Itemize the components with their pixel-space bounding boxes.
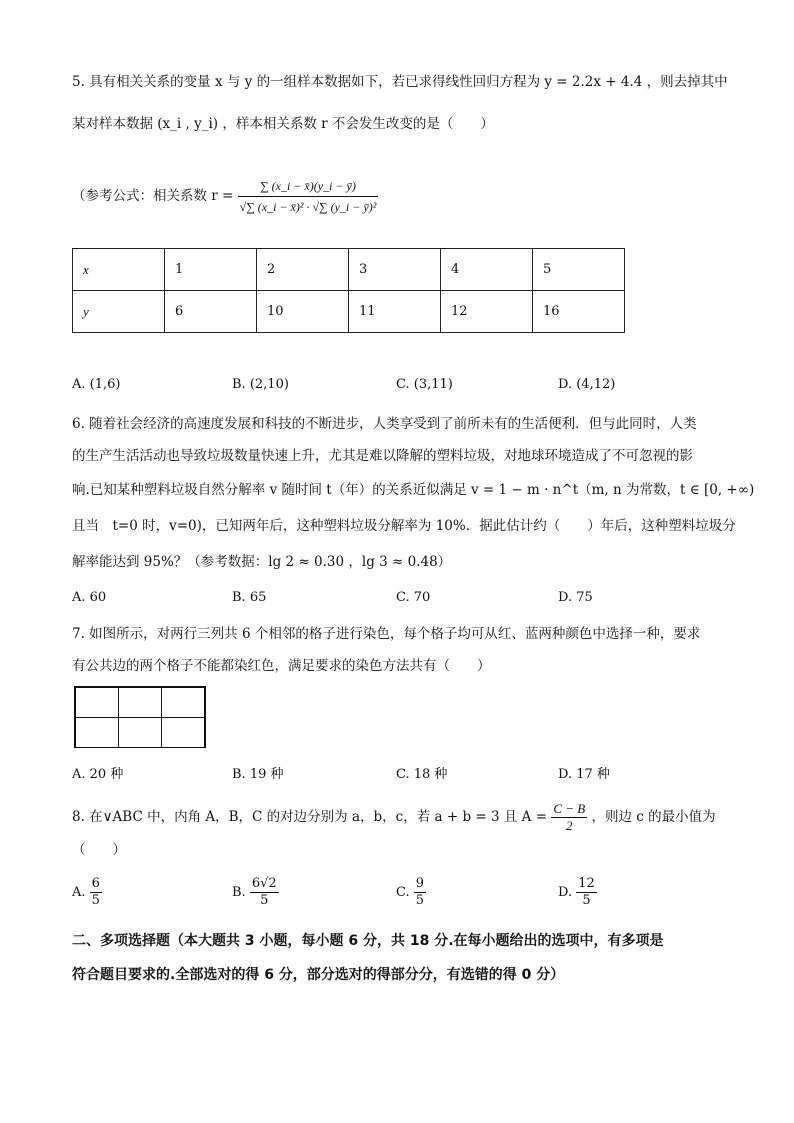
fraction-numerator: 9 (415, 876, 425, 891)
q5-option-a: A. (1,6) (72, 377, 121, 392)
table-cell: 16 (533, 291, 625, 333)
q6-line-5: 解率能达到 95%？（参考数据：lg 2 ≈ 0.30 ，lg 3 ≈ 0.48） (72, 554, 452, 570)
grid-cell (118, 687, 162, 718)
option-fraction (414, 876, 426, 909)
q5-line-1: 5. 具有相关关系的变量 x 与 y 的一组样本数据如下，若已求得线性回归方程为 y = 2.2x + 4.4 ，则去掉其中 (72, 74, 728, 90)
fraction-denominator: 5 (91, 893, 100, 908)
q6-option-d: D. 75 (558, 590, 593, 605)
fraction-denominator: 5 (582, 893, 591, 908)
option-label: D. (558, 885, 573, 900)
q8-option-b (232, 876, 279, 909)
table-cell: 11 (349, 291, 441, 333)
q8-fraction (551, 801, 587, 834)
q5-formula (72, 176, 378, 217)
q6-line-4: 且当 t=0 时，v=0)，已知两年后，这种塑料垃圾分解率为 10%．据此估计约（ ）年后，这种塑料垃圾分 (72, 518, 736, 534)
q7-line-1: 7. 如图所示，对两行三列共 6 个相邻的格子进行染色，每个格子均可从红、蓝两种颜色中选择一种，要求 (72, 626, 701, 642)
table-cell: 5 (533, 249, 625, 291)
q5-formula-prefix: （参考公式：相关系数 r = (72, 188, 234, 204)
grid-cell (118, 717, 162, 748)
q6-line-1: 6. 随着社会经济的高速度发展和科技的不断进步，人类享受到了前所未有的生活便利．但与此同时，人类 (72, 416, 697, 432)
table-cell: y (73, 291, 165, 333)
fraction-denominator: 5 (260, 893, 269, 908)
q8-option-d (558, 876, 597, 909)
table-cell: 2 (257, 249, 349, 291)
q7-grid-figure (74, 686, 206, 748)
q8-option-c (396, 876, 426, 909)
option-fraction (90, 876, 102, 909)
q8-line-1 (72, 800, 716, 834)
q5-line-2: 某对样本数据 (x_i , y_i) ，样本相关系数 r 不会发生改变的是（ ） (72, 116, 494, 132)
q5-option-d: D. (4,12) (558, 377, 616, 392)
fraction-numerator: 6 (91, 876, 100, 891)
q8-line-2: （ ） (72, 842, 126, 858)
table-cell: 4 (441, 249, 533, 291)
q8-option-a (72, 876, 102, 909)
option-label: C. (396, 885, 410, 900)
q7-option-b: B. 19 种 (232, 767, 284, 782)
table-cell: 3 (349, 249, 441, 291)
table-row (73, 249, 625, 291)
q7-option-c: C. 18 种 (396, 767, 448, 782)
q6-option-b: B. 65 (232, 590, 267, 605)
q8-text-b: ，则边 c 的最小值为 (591, 809, 716, 825)
option-label: B. (232, 885, 246, 900)
table-row (73, 291, 625, 333)
q8-fraction-numerator: C − B (553, 801, 586, 816)
option-fraction (250, 876, 279, 909)
fraction-denominator: 5 (415, 893, 425, 908)
q5-option-c: C. (3,11) (396, 377, 453, 392)
grid-cell (161, 717, 205, 748)
option-label: A. (72, 885, 86, 900)
table-cell: 6 (165, 291, 257, 333)
grid-cell (75, 717, 119, 748)
q5-formula-numerator: ∑ (x_i − x̄)(y_i − ȳ) (238, 176, 379, 197)
q6-line-3: 响.已知某种塑料垃圾自然分解率 v 随时间 t（年）的关系近似满足 v = 1 − m · n^t（m, n 为常数，t ∈ [0, +∞) (72, 482, 755, 498)
section-2-heading-line-2: 符合题目要求的.全部选对的得 6 分，部分选对的得部分分，有选错的得 0 分） (72, 967, 565, 983)
fraction-numerator: 12 (578, 876, 595, 891)
q5-formula-denominator: √∑ (x_i − x̄)² · √∑ (y_i − ȳ)² (239, 200, 377, 214)
section-2-heading-line-1: 二、多项选择题（本大题共 3 小题，每小题 6 分，共 18 分.在每小题给出的选项中，有多项是 (72, 933, 664, 949)
q6-line-2: 的生产生活活动也导致垃圾数量快速上升，尤其是难以降解的塑料垃圾，对地球环境造成了不可忽视的影 (72, 448, 693, 464)
q8-text-a: 8. 在∨ABC 中，内角 A，B，C 的对边分别为 a，b，c，若 a + b = 3 且 A = (72, 809, 548, 825)
q7-line-2: 有公共边的两个格子不能都染红色，满足要求的染色方法共有（ ） (72, 658, 491, 674)
option-fraction (576, 876, 597, 909)
q7-option-d: D. 17 种 (558, 767, 610, 782)
q7-option-a: A. 20 种 (72, 767, 124, 782)
q6-option-a: A. 60 (72, 590, 107, 605)
q5-data-table (72, 248, 625, 333)
table-cell: x (73, 249, 165, 291)
q5-formula-fraction (238, 176, 379, 217)
table-cell: 1 (165, 249, 257, 291)
grid-cell (75, 687, 119, 718)
q8-fraction-denominator: 2 (566, 818, 573, 833)
fraction-numerator: 6√2 (251, 876, 277, 891)
q6-option-c: C. 70 (396, 590, 431, 605)
table-cell: 10 (257, 291, 349, 333)
table-cell: 12 (441, 291, 533, 333)
grid-cell (161, 687, 205, 718)
q5-option-b: B. (2,10) (232, 377, 289, 392)
